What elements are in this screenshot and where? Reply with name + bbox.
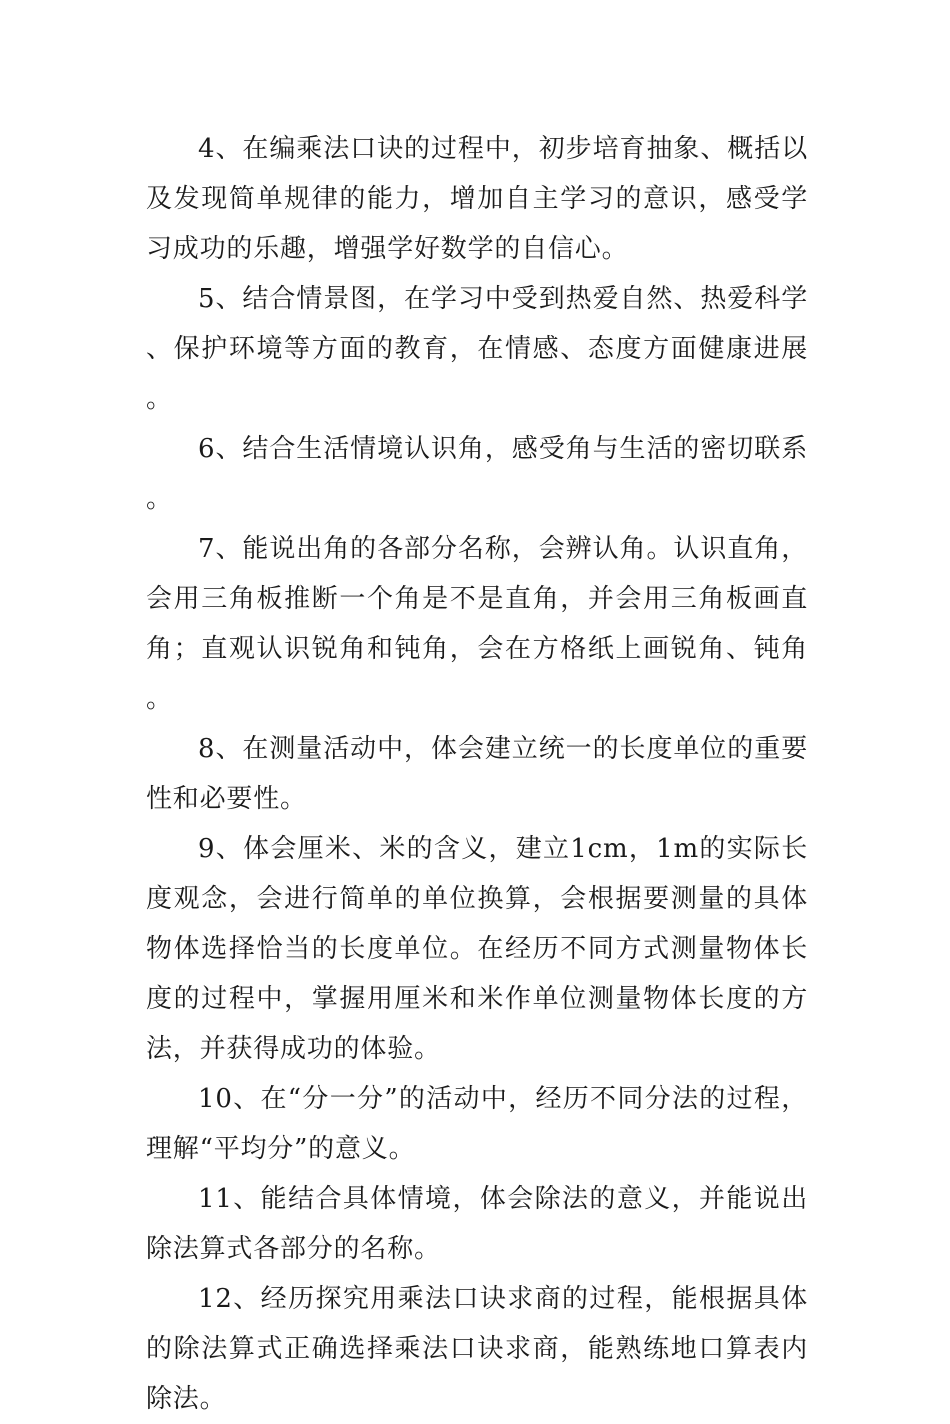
paragraph-9: 9、体会厘米、米的含义，建立1cm，1m的实际长度观念，会进行简单的单位换算，会根据要测量的具体物体选择恰当的长度单位。在经历不同方式测量物体长度的过程中，掌握用厘米和米作单位测量物体长度的方法，并获得成功的体验。 <box>146 834 808 1064</box>
paragraph-7: 7、能说出角的各部分名称，会辨认角。认识直角，会用三角板推断一个角是不是直角，并会用三角板画直角；直观认识锐角和钝角，会在方格纸上画锐角、钝角。 <box>146 534 808 714</box>
paragraph-5: 5、结合情景图，在学习中受到热爱自然、热爱科学、保护环境等方面的教育，在情感、态度方面健康进展。 <box>146 284 808 414</box>
paragraph-10: 10、在“分一分”的活动中，经历不同分法的过程，理解“平均分”的意义。 <box>146 1084 808 1164</box>
document-body <box>146 124 808 1424</box>
paragraph-8: 8、在测量活动中，体会建立统一的长度单位的重要性和必要性。 <box>146 734 808 814</box>
paragraph-6: 6、结合生活情境认识角，感受角与生活的密切联系。 <box>146 434 808 514</box>
paragraph-4: 4、在编乘法口诀的过程中，初步培育抽象、概括以及发现简单规律的能力，增加自主学习的意识，感受学习成功的乐趣，增强学好数学的自信心。 <box>146 134 808 264</box>
paragraph-12: 12、经历探究用乘法口诀求商的过程，能根据具体的除法算式正确选择乘法口诀求商，能熟练地口算表内除法。 <box>146 1284 808 1414</box>
paragraph-11: 11、能结合具体情境，体会除法的意义，并能说出除法算式各部分的名称。 <box>146 1184 808 1264</box>
